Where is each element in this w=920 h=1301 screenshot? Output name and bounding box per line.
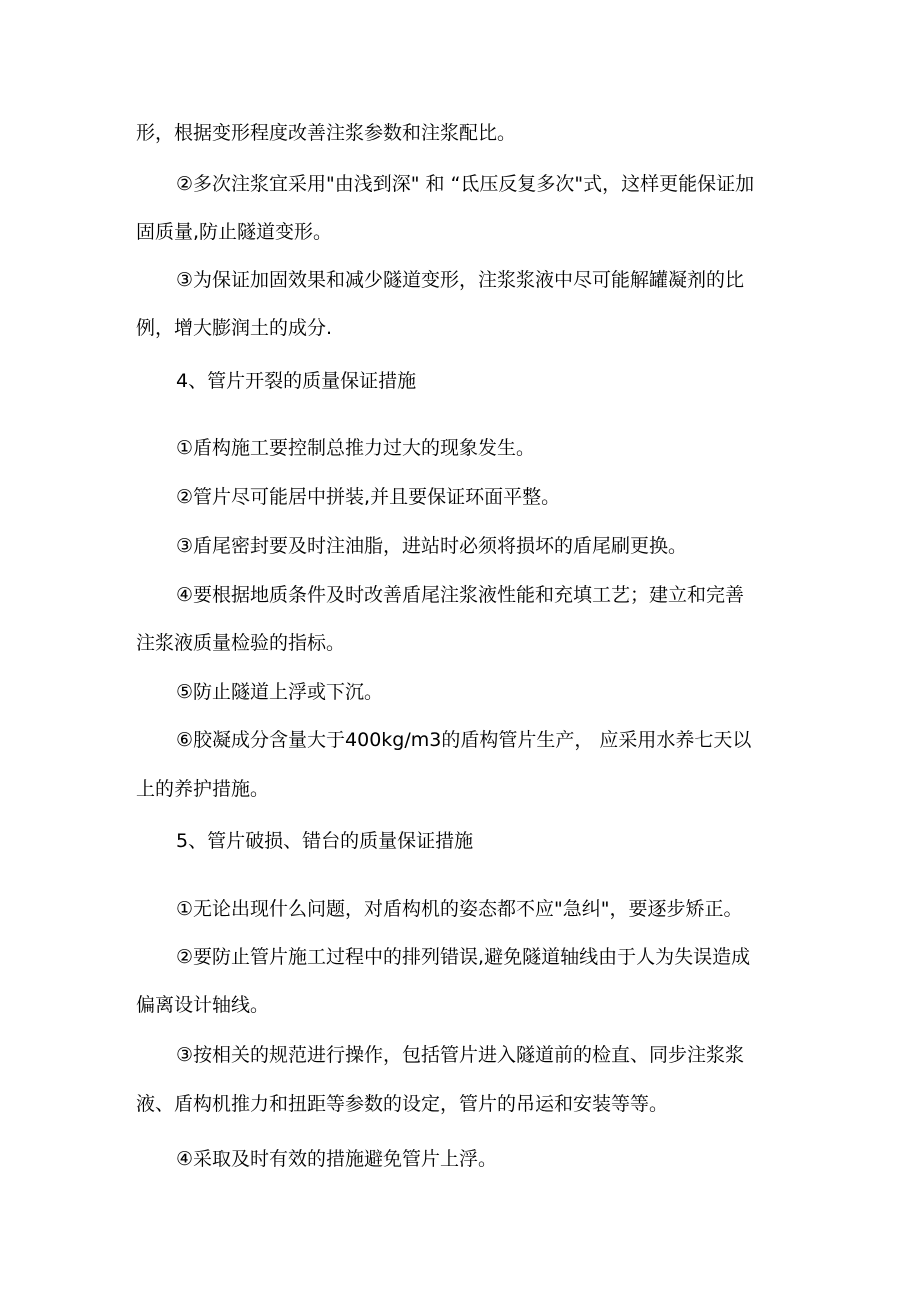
paragraph-multi-grouting: ②多次注浆宜采用"由浅到深" 和 “氐压反复多次"式，这样更能保证加: [176, 173, 755, 195]
section-heading-4: 4、管片开裂的质量保证措施: [176, 370, 417, 392]
list-item-4-1: ①盾构施工要控制总推力过大的现象发生。: [176, 437, 536, 459]
paragraph-bentonite-cont: 例，增大膨润土的成分.: [136, 317, 333, 339]
list-item-4-5: ⑤防止隧道上浮或下沉。: [176, 681, 384, 703]
list-item-4-4-cont: 注浆液质量检验的指标。: [136, 632, 346, 654]
list-item-4-3: ③盾尾密封要及时注油脂，进站时必须将损坏的盾尾刷更换。: [176, 535, 688, 557]
paragraph-multi-grouting-cont: 固质量,防止隧道变形。: [136, 221, 333, 243]
list-item-5-1: ①无论出现什么问题，对盾构机的姿态都不应"急纠"，要逐步矫正。: [176, 898, 743, 920]
list-item-4-6-cont: 上的养护措施。: [136, 778, 270, 800]
section-heading-5: 5、管片破损、错台的质量保证措施: [176, 830, 474, 852]
paragraph-deformation-end: 形，根据变形程度改善注浆参数和注浆配比。: [136, 122, 517, 144]
list-item-5-4: ④采取及时有效的措施避免管片上浮。: [176, 1148, 498, 1170]
paragraph-bentonite: ③为保证加固效果和减少隧道变形，注浆浆液中尽可能解罐凝剂的比: [176, 269, 745, 291]
list-item-5-3: ③按相关的规范进行操作，包括管片进入隧道前的检直、同步注浆浆: [176, 1044, 745, 1066]
list-item-4-2: ②管片尽可能居中拼装,并且要保证环面平整。: [176, 486, 561, 508]
list-item-5-3-cont: 液、盾构机推力和扭距等参数的设定，管片的吊运和安装等等。: [136, 1093, 669, 1115]
list-item-4-6: ⑥胶凝成分含量大于400kg/m3的盾构管片生产， 应采用水养七天以: [176, 729, 752, 751]
list-item-5-2: ②要防止管片施工过程中的排列错误,避免隧道轴线由于人为失误造成: [176, 946, 751, 968]
list-item-4-4: ④要根据地质条件及时改善盾尾注浆液性能和充填工艺；建立和完善: [176, 584, 745, 606]
list-item-5-2-cont: 偏离设计轴线。: [136, 994, 270, 1016]
